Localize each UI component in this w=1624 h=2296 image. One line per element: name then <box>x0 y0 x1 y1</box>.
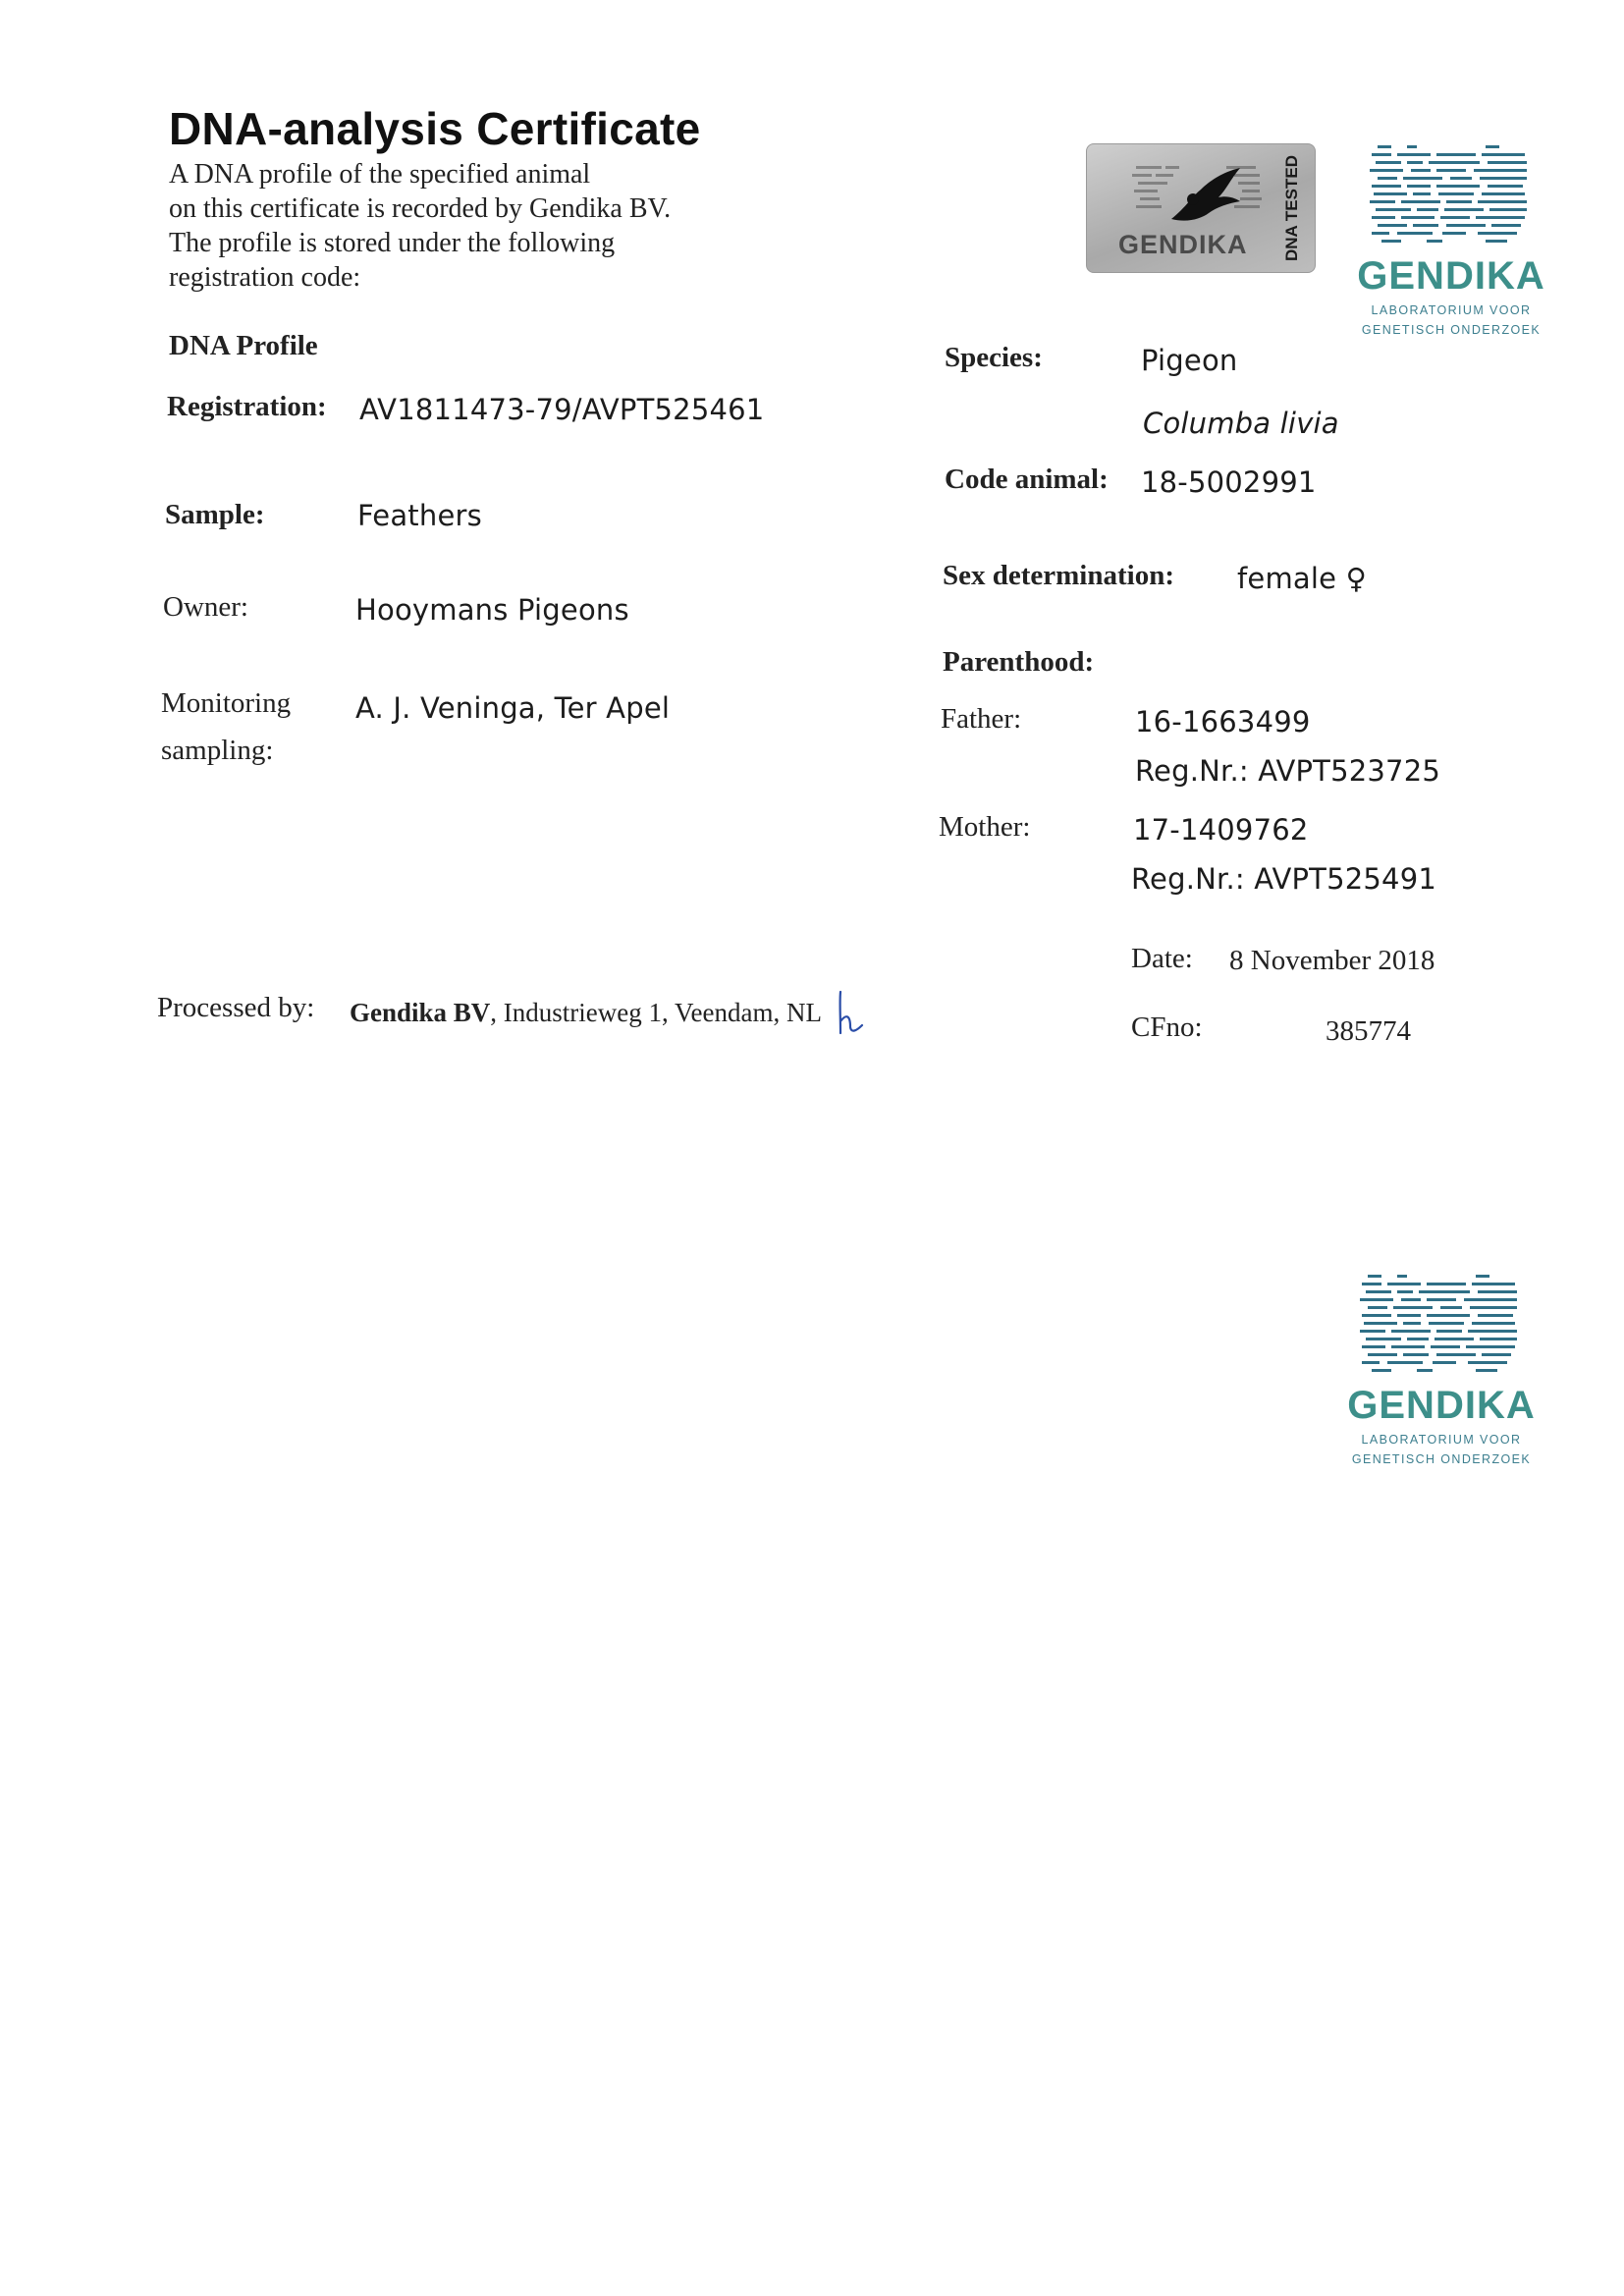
date-label: Date: <box>1131 943 1193 974</box>
registration-value: AV1811473-79/AVPT525461 <box>359 393 765 426</box>
father-label: Father: <box>941 703 1022 735</box>
owner-value: Hooymans Pigeons <box>355 593 629 627</box>
monitoring-label-2: sampling: <box>161 735 274 766</box>
owner-label: Owner: <box>163 591 248 623</box>
pigeon-icon <box>1132 160 1279 239</box>
intro-line-3: The profile is stored under the following <box>169 228 616 258</box>
logo-name: GENDIKA <box>1347 1384 1536 1427</box>
intro-line-1: A DNA profile of the specified animal <box>169 159 591 190</box>
processed-by <box>350 998 822 1028</box>
mother-code: 17-1409762 <box>1133 813 1309 847</box>
processed-label: Processed by: <box>157 992 315 1023</box>
date-value: 8 November 2018 <box>1229 945 1435 976</box>
processed-company: Gendika BV <box>350 998 491 1027</box>
dna-tested-stamp <box>1086 143 1316 273</box>
logo-subtitle-1: LABORATORIUM VOOR <box>1361 1433 1522 1447</box>
registration-label: Registration: <box>167 391 327 422</box>
cfno-label: CFno: <box>1131 1011 1203 1043</box>
certificate-title: DNA-analysis Certificate <box>169 103 701 154</box>
code-animal-value: 18-5002991 <box>1141 465 1317 499</box>
stamp-badge: DNA TESTED <box>1282 155 1301 261</box>
father-code: 16-1663499 <box>1135 705 1311 738</box>
intro-line-4: registration code: <box>169 262 361 293</box>
father-reg: Reg.Nr.: AVPT523725 <box>1135 754 1441 788</box>
sample-value: Feathers <box>357 499 482 532</box>
logo-name: GENDIKA <box>1357 254 1545 298</box>
dna-profile-heading: DNA Profile <box>169 330 318 361</box>
logo-subtitle-2: GENETISCH ONDERZOEK <box>1351 1452 1532 1466</box>
processed-address: , Industrieweg 1, Veendam, NL <box>490 998 822 1027</box>
cfno-value: 385774 <box>1326 1015 1411 1047</box>
species-latin: Columba livia <box>1143 407 1339 440</box>
dna-pattern-icon <box>1358 1273 1525 1381</box>
logo-subtitle-2: GENETISCH ONDERZOEK <box>1361 323 1542 337</box>
species-value: Pigeon <box>1141 344 1238 377</box>
dna-pattern-icon <box>1368 143 1535 251</box>
mother-reg: Reg.Nr.: AVPT525491 <box>1131 862 1437 896</box>
logo-subtitle-1: LABORATORIUM VOOR <box>1371 303 1532 317</box>
gendika-logo <box>1353 143 1549 338</box>
species-label: Species: <box>945 342 1043 373</box>
sex-value: female ♀ <box>1237 562 1368 595</box>
intro-text <box>169 157 671 295</box>
code-animal-label: Code animal: <box>945 464 1109 495</box>
stamp-brand: GENDIKA <box>1118 230 1248 259</box>
gendika-logo-lower <box>1343 1273 1540 1467</box>
monitoring-label-1: Monitoring <box>161 687 292 719</box>
parenthood-label: Parenthood: <box>943 646 1095 678</box>
monitoring-value: A. J. Veninga, Ter Apel <box>355 691 671 725</box>
mother-label: Mother: <box>939 811 1031 843</box>
intro-line-2: on this certificate is recorded by Gendika BV. <box>169 193 672 224</box>
sample-label: Sample: <box>165 499 265 530</box>
sex-determination-label: Sex determination: <box>943 560 1174 591</box>
signature-mark <box>835 986 868 1041</box>
